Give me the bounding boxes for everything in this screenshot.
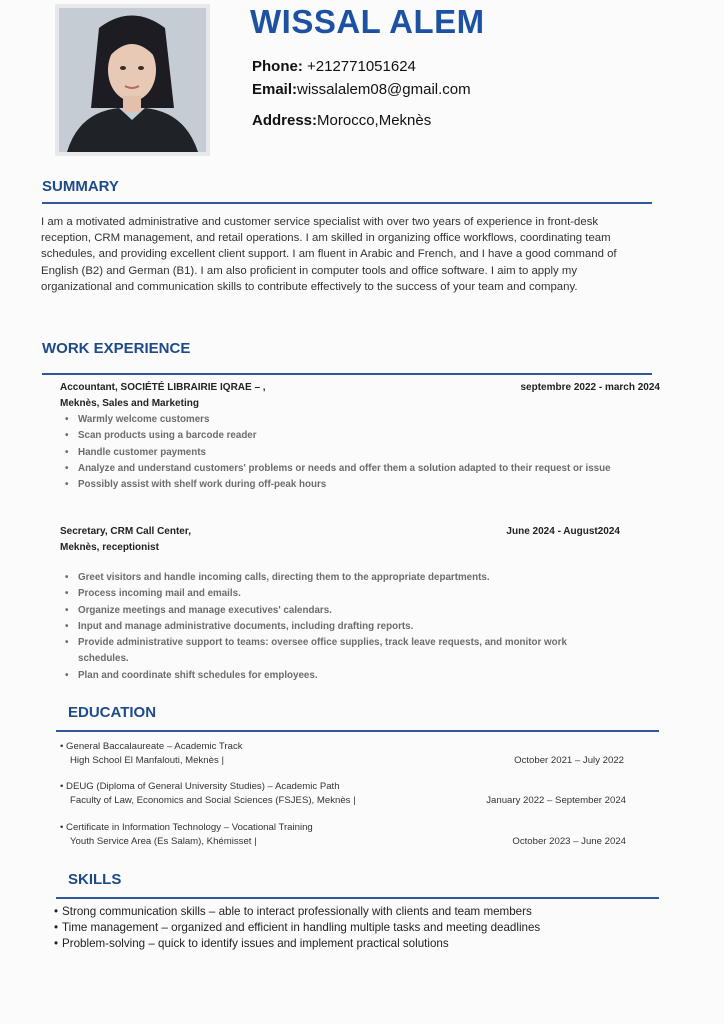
list-item: • Input and manage administrative documents, including drafting reports. — [60, 619, 620, 635]
address-line — [252, 112, 431, 129]
list-item: • Greet visitors and handle incoming calls, directing them to the appropriate departments. — [60, 570, 620, 586]
list-item: • Plan and coordinate shift schedules for employees. — [60, 668, 620, 684]
list-item: • Problem-solving – quick to identify issues and implement practical solutions — [54, 936, 540, 952]
edu-2-dates: January 2022 – September 2024 — [486, 795, 626, 806]
education-divider — [56, 730, 659, 732]
summary-divider — [42, 202, 652, 204]
phone-value: +212771051624 — [302, 58, 416, 75]
list-item: • Handle customer payments — [60, 445, 666, 461]
list-item: • Possibly assist with shelf work during off-peak hours — [60, 477, 666, 493]
job-2-subtitle: Meknès, receptionist — [60, 542, 159, 553]
job-1-dates: septembre 2022 - march 2024 — [520, 382, 660, 393]
candidate-name: WISSAL ALEM — [250, 3, 485, 40]
summary-heading: SUMMARY — [42, 178, 119, 195]
address-value: Morocco,Meknès — [317, 112, 432, 129]
edu-2-line1: • DEUG (Diploma of General University Studies) – Academic Path — [60, 781, 340, 792]
list-item: • Strong communication skills – able to interact professionally with clients and team members — [54, 904, 540, 920]
job-1-title: Accountant, SOCIÉTÉ LIBRAIRIE IQRAE – , — [60, 382, 266, 393]
email-value: wissalalem08@gmail.com — [297, 81, 471, 98]
email-line — [252, 81, 471, 98]
edu-3-line1: • Certificate in Information Technology – Vocational Training — [60, 822, 313, 833]
job-2-bullets — [60, 570, 620, 684]
summary-text: I am a motivated administrative and customer service specialist with over two years of experience in front-desk reception, CRM management, and retail operations. I am skilled in organizing office workflows, coordinating team schedules, and providing excellent client support. I am fluent in Arabic and French, and I have a good command of English (B2) and German (B1). I am also proficient in computer tools and office software. I aim to apply my organizational and communication skills to contribute effectively to the success of your team and company. — [41, 216, 617, 293]
job-2-dates: June 2024 - August2024 — [506, 526, 620, 537]
phone-line — [252, 58, 416, 75]
list-item: • Process incoming mail and emails. — [60, 586, 620, 602]
skills-list — [54, 904, 540, 953]
job-2-title: Secretary, CRM Call Center, — [60, 526, 191, 537]
address-label: Address: — [252, 112, 318, 129]
job-1-bullets — [60, 412, 666, 493]
list-item: • Warmly welcome customers — [60, 412, 666, 428]
skills-heading: SKILLS — [68, 871, 122, 888]
email-label: Email: — [252, 81, 298, 98]
list-item: • Provide administrative support to teams: oversee office supplies, track leave requests, and monitor work schedules. — [60, 635, 620, 668]
edu-2-line2: Faculty of Law, Economics and Social Sciences (FSJES), Meknès | — [70, 795, 356, 806]
edu-1-dates: October 2021 – July 2022 — [514, 755, 624, 766]
education-heading: EDUCATION — [68, 704, 157, 721]
work-divider — [42, 373, 652, 375]
job-1-subtitle: Meknès, Sales and Marketing — [60, 398, 199, 409]
profile-photo-frame — [55, 4, 210, 156]
edu-3-dates: October 2023 – June 2024 — [512, 836, 626, 847]
list-item: • Time management – organized and efficient in handling multiple tasks and meeting deadlines — [54, 920, 540, 936]
list-item: • Scan products using a barcode reader — [60, 428, 666, 444]
edu-1-line2: High School El Manfalouti, Meknès | — [70, 755, 224, 766]
phone-label: Phone: — [252, 58, 303, 75]
edu-1-line1: • General Baccalaureate – Academic Track — [60, 741, 243, 752]
profile-photo — [59, 8, 206, 152]
list-item: • Organize meetings and manage executives' calendars. — [60, 603, 620, 619]
edu-3-line2: Youth Service Area (Es Salam), Khémisset | — [70, 836, 257, 847]
work-heading: WORK EXPERIENCE — [42, 340, 191, 357]
skills-divider — [56, 897, 659, 899]
list-item: • Analyze and understand customers' problems or needs and offer them a solution adapted to their request or issue — [60, 461, 666, 477]
